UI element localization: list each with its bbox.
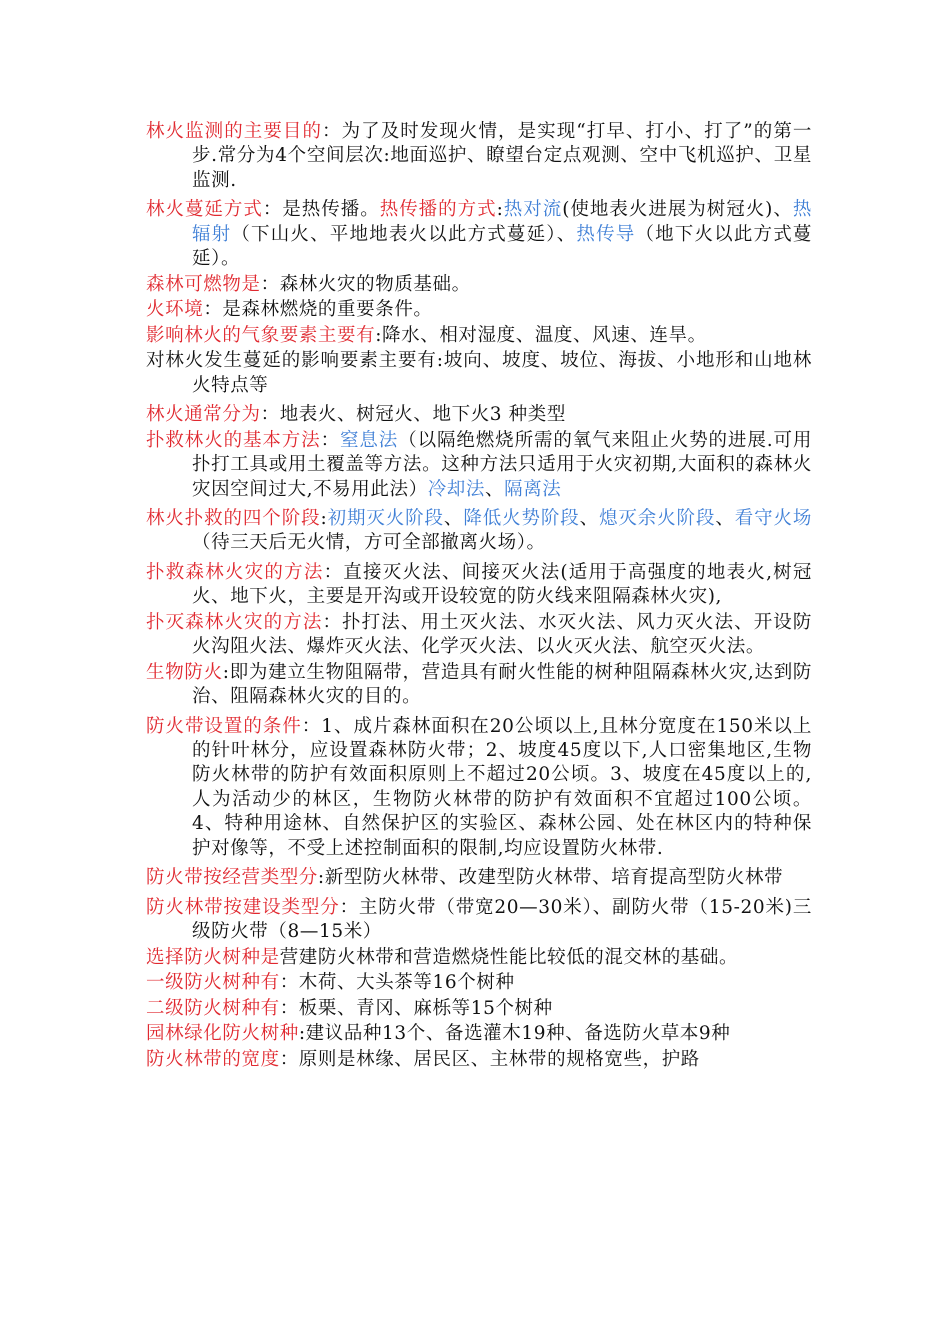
- body-text: ：直接灭火法、间接灭火法(适用于高强度的地表火,树冠火、地下火，主要是开沟或开设较宽的防火线来阻隔森林火灾),: [192, 561, 813, 608]
- paragraph: [146, 429, 812, 502]
- body-text: :建议品种13个、备选灌木19种、备选防火草本9种: [298, 1023, 731, 1045]
- body-text: :即为建立生物阻隔带，营造具有耐火性能的树种阻隔森林火灾,达到防治、阻隔森林火灾的目的。: [192, 661, 812, 708]
- term-label: 扑救森林火灾的方法: [146, 561, 324, 583]
- term-label: 森林可燃物是: [146, 273, 261, 295]
- highlight-text: 冷却法: [427, 478, 485, 500]
- highlight-text: 热辐射: [192, 199, 812, 245]
- document-page: [146, 120, 812, 1073]
- body-text: ：地表火、树冠火、地下火3 种类型: [260, 404, 566, 426]
- paragraph: [146, 661, 812, 710]
- term-label: 生物防火: [146, 661, 223, 683]
- paragraph: [146, 324, 812, 348]
- term-label: 选择防火树种是: [146, 946, 280, 968]
- paragraph: [146, 715, 812, 861]
- body-text: 、: [485, 478, 505, 500]
- term-label: 二级防火树种有: [146, 997, 280, 1019]
- paragraph: [146, 298, 812, 322]
- term-label: 防火林带按建设类型分: [146, 896, 340, 918]
- paragraph: [146, 349, 812, 398]
- term-label: 扑灭森林火灾的方法: [146, 611, 323, 633]
- body-text: ：板栗、青冈、麻栎等15个树种: [279, 997, 553, 1019]
- term-label: 防火林带的宽度: [146, 1048, 280, 1070]
- body-text: 、: [715, 508, 735, 530]
- body-text: ：原则是林缘、居民区、主林带的规格宽些，护路: [279, 1048, 700, 1070]
- highlight-text: 熄灭余火阶段: [599, 508, 716, 530]
- body-text: ：1、成片森林面积在20公顷以上,且林分宽度在150米以上的针叶林分，应设置森林防火带；2、坡度45度以下,人口密集地区,生物防火林带的防护有效面积原则上不超过20公顷。3、坡度在45度以上的,人为活动少的林区，生物防火林带的防护有效面积不宜超过100公顷。4、特种用途林、自然保护区的实验区、森林公园、处在林区内的特种保护对像等，不受上述控制面积的限制,均应设置防火林带.: [192, 715, 812, 859]
- body-text: ：: [320, 429, 340, 451]
- term-label: 影响林火的气象要素主要有: [146, 324, 376, 346]
- term-label: 园林绿化防火树种: [146, 1023, 299, 1045]
- body-text: ：是热传播。: [262, 199, 380, 221]
- term-label: 扑救林火的基本方法: [146, 429, 321, 451]
- term-label: 林火监测的主要目的: [146, 121, 323, 142]
- paragraph: [146, 896, 812, 945]
- body-text: (使地表火进展为树冠火)、: [562, 199, 793, 221]
- term-label: 火环境: [146, 299, 204, 321]
- term-label: 防火带按经营类型分: [146, 867, 318, 889]
- paragraph: [146, 946, 812, 970]
- body-text: ：扑打法、用土灭火法、水灭火法、风力灭火法、开设防火沟阻火法、爆炸灭火法、化学灭火法、以火灭火法、航空灭火法。: [192, 611, 812, 658]
- paragraph: [146, 120, 812, 193]
- term-label: 林火通常分为: [146, 404, 261, 426]
- body-text: :: [496, 199, 504, 221]
- term-label: 热传播的方式: [379, 199, 497, 221]
- paragraph: [146, 611, 812, 660]
- body-text: 对林火发生蔓延的影响要素主要有:坡向、坡度、坡位、海拔、小地形和山地林火特点等: [146, 350, 812, 396]
- paragraph: [146, 507, 812, 556]
- body-text: （以隔绝燃烧所需的氧气来阻止火势的进展.可用扑打工具或用土覆盖等方法。这种方法只适用于火灾初期,大面积的森林火灾因空间过大,不易用此法）: [192, 429, 812, 500]
- highlight-text: 隔离法: [504, 478, 562, 500]
- paragraph: [146, 561, 812, 610]
- highlight-text: 降低火势阶段: [463, 508, 580, 530]
- term-label: 林火蔓延方式: [146, 199, 263, 221]
- paragraph: [146, 971, 812, 995]
- paragraph: [146, 997, 812, 1021]
- paragraph: [146, 403, 812, 427]
- body-text: 、: [579, 508, 600, 530]
- body-text: （地下火以此方式蔓延）。: [192, 223, 812, 270]
- body-text: ：木荷、大头茶等16个树种: [279, 972, 515, 994]
- body-text: 、: [443, 508, 464, 530]
- body-text: ：森林火灾的物质基础。: [260, 273, 471, 295]
- body-text: （待三天后无火情，方可全部撤离火场）。: [192, 532, 546, 554]
- highlight-text: 热对流: [503, 199, 563, 221]
- term-label: 防火带设置的条件: [146, 715, 302, 737]
- term-label: 林火扑救的四个阶段: [146, 508, 321, 530]
- body-text: （下山火、平地地表火以此方式蔓延）、: [231, 223, 577, 245]
- highlight-text: 热传导: [576, 223, 636, 245]
- body-text: :: [320, 508, 328, 530]
- highlight-text: 初期灭火阶段: [327, 508, 444, 530]
- body-text: :降水、相对湿度、温度、风速、连旱。: [375, 324, 707, 346]
- body-text: ：主防火带（带宽20—30米）、副防火带（15-20米)三级防火带（8—15米）: [192, 896, 812, 942]
- highlight-text: 看守火场: [734, 508, 812, 530]
- paragraph: [146, 1022, 812, 1046]
- body-text: ：是森林燃烧的重要条件。: [203, 299, 433, 321]
- paragraph: [146, 273, 812, 297]
- body-text: ：为了及时发现火情，是实现“打早、打小、打了”的第一步.常分为4个空间层次:地面巡护、瞭望台定点观测、空中飞机巡护、卫星监测.: [192, 121, 812, 191]
- paragraph: [146, 198, 812, 271]
- paragraph: [146, 1048, 812, 1072]
- body-text: :新型防火林带、改建型防火林带、培育提高型防火林带: [317, 867, 784, 889]
- body-text: 营建防火林带和营造燃烧性能比较低的混交林的基础。: [279, 946, 739, 968]
- term-label: 一级防火树种有: [146, 972, 280, 994]
- highlight-text: 窒息法: [339, 429, 399, 451]
- paragraph: [146, 866, 812, 890]
